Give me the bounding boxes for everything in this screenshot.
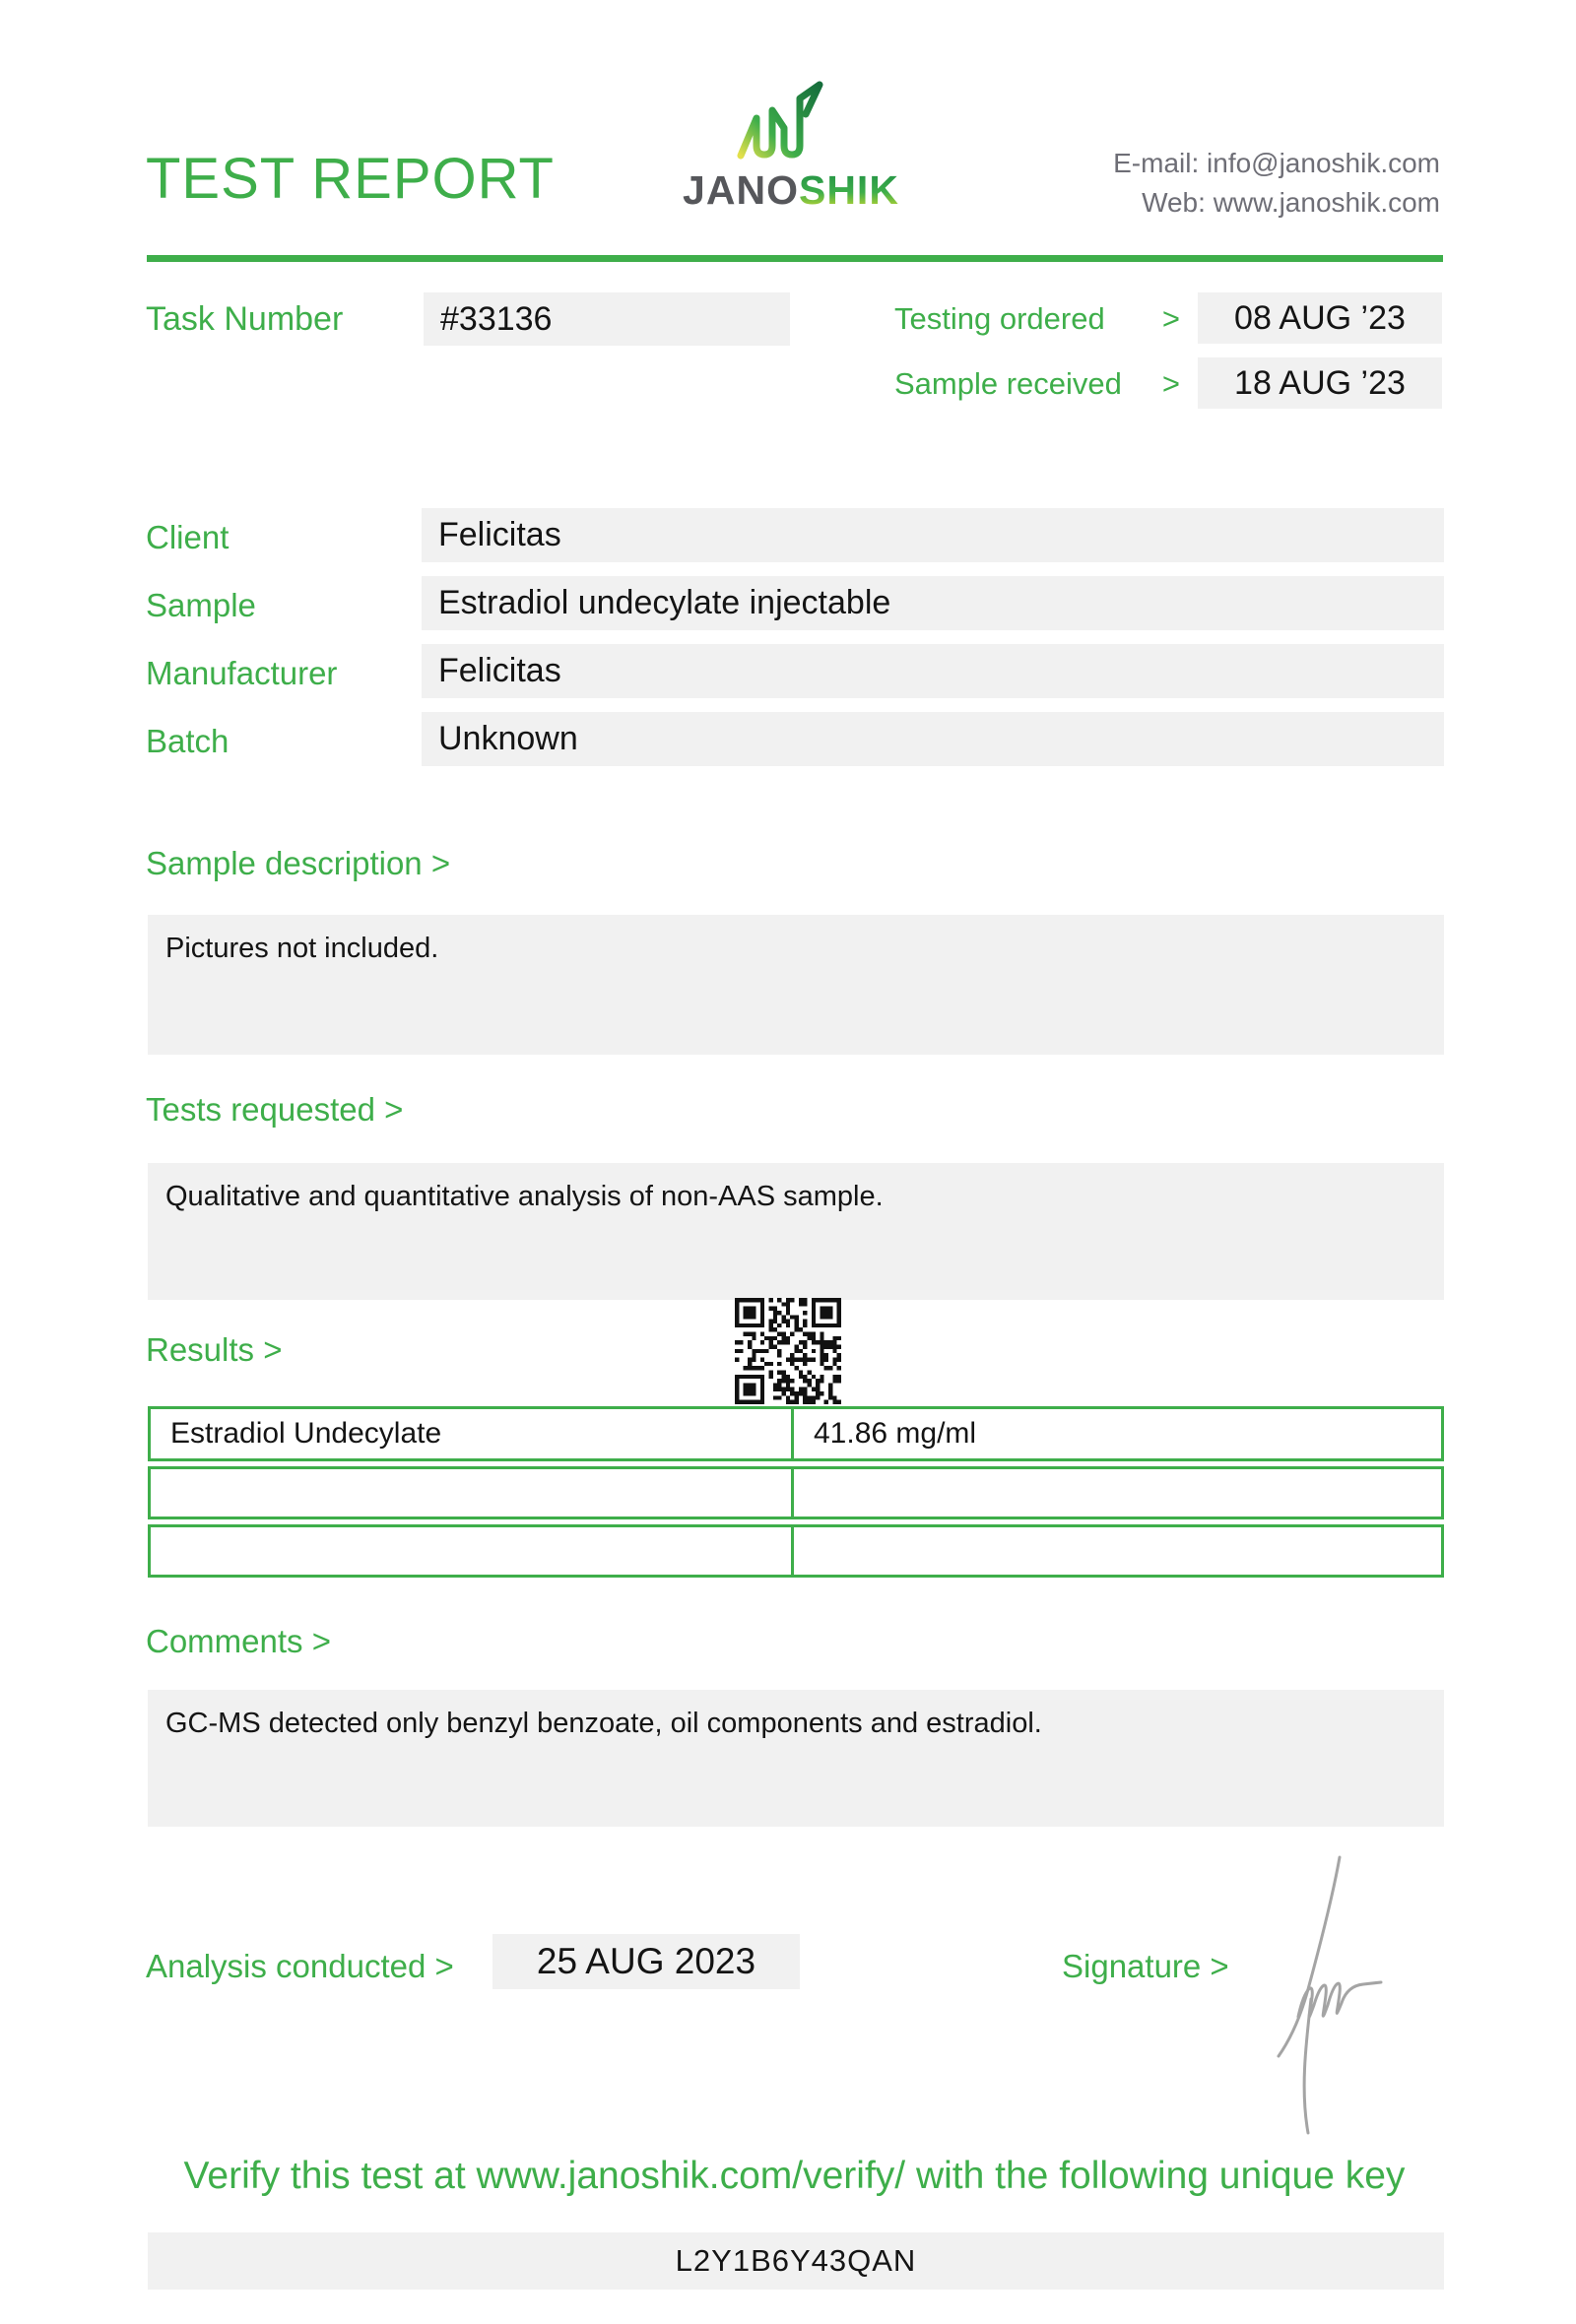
- comments-box: GC-MS detected only benzyl benzoate, oil components and estradiol.: [148, 1690, 1444, 1827]
- brand-jano: JANO: [683, 167, 799, 213]
- chart-line-logo-icon: [737, 81, 845, 161]
- testing-ordered-row: [894, 295, 1180, 343]
- contact-email: E-mail: info@janoshik.com: [1113, 148, 1440, 178]
- analyte-cell: Estradiol Undecylate: [151, 1409, 794, 1458]
- testing-ordered-label: Testing ordered: [894, 301, 1105, 336]
- brand-shik: SHIK: [798, 167, 899, 213]
- sample-received-label: Sample received: [894, 366, 1122, 401]
- signature-image: [1249, 1849, 1399, 2140]
- testing-ordered-arrow: >: [1161, 301, 1180, 336]
- analyte-cell: [151, 1469, 794, 1517]
- sample-label: Sample: [146, 587, 256, 623]
- testing-ordered-value: 08 AUG ’23: [1198, 292, 1442, 344]
- client-value: Felicitas: [422, 508, 1444, 562]
- tests-requested-heading: Tests requested >: [146, 1091, 404, 1128]
- result-cell: [794, 1469, 1441, 1517]
- page-title: TEST REPORT: [146, 147, 555, 211]
- results-heading: Results >: [146, 1331, 283, 1368]
- sample-value: Estradiol undecylate injectable: [422, 576, 1444, 630]
- table-row: [148, 1466, 1444, 1519]
- batch-value: Unknown: [422, 712, 1444, 766]
- task-number-label: Task Number: [146, 300, 344, 338]
- analyte-cell: [151, 1527, 794, 1575]
- brand-wordmark: [678, 167, 904, 214]
- comments-heading: Comments >: [146, 1623, 331, 1659]
- contact-block: [985, 144, 1440, 223]
- table-row: [148, 1524, 1444, 1578]
- result-cell: 41.86 mg/ml: [814, 1417, 977, 1450]
- sample-received-arrow: >: [1161, 366, 1180, 401]
- table-row: [148, 1406, 1444, 1461]
- sample-description-heading: Sample description >: [146, 845, 451, 881]
- client-label: Client: [146, 519, 230, 555]
- manufacturer-value: Felicitas: [422, 644, 1444, 698]
- analysis-conducted-label: Analysis conducted >: [146, 1948, 454, 1984]
- contact-web: Web: www.janoshik.com: [1142, 187, 1440, 218]
- janoshik-logo: [678, 81, 904, 214]
- sample-received-value: 18 AUG ’23: [1198, 357, 1442, 409]
- verify-key: L2Y1B6Y43QAN: [148, 2232, 1444, 2290]
- verify-instructions: Verify this test at www.janoshik.com/verify/ with the following unique key: [183, 2155, 1406, 2197]
- signature-label: Signature >: [1062, 1948, 1229, 1984]
- qr-code: [735, 1298, 841, 1404]
- sample-received-row: [894, 360, 1180, 408]
- result-cell: [794, 1527, 1441, 1575]
- tests-requested-box: Qualitative and quantitative analysis of non-AAS sample.: [148, 1163, 1444, 1300]
- analysis-date-value: 25 AUG 2023: [492, 1934, 800, 1989]
- manufacturer-label: Manufacturer: [146, 655, 338, 691]
- batch-label: Batch: [146, 723, 230, 759]
- header-divider: [147, 255, 1443, 262]
- sample-description-box: Pictures not included.: [148, 915, 1444, 1055]
- task-number-value: #33136: [424, 292, 790, 346]
- results-table: [148, 1406, 1444, 1578]
